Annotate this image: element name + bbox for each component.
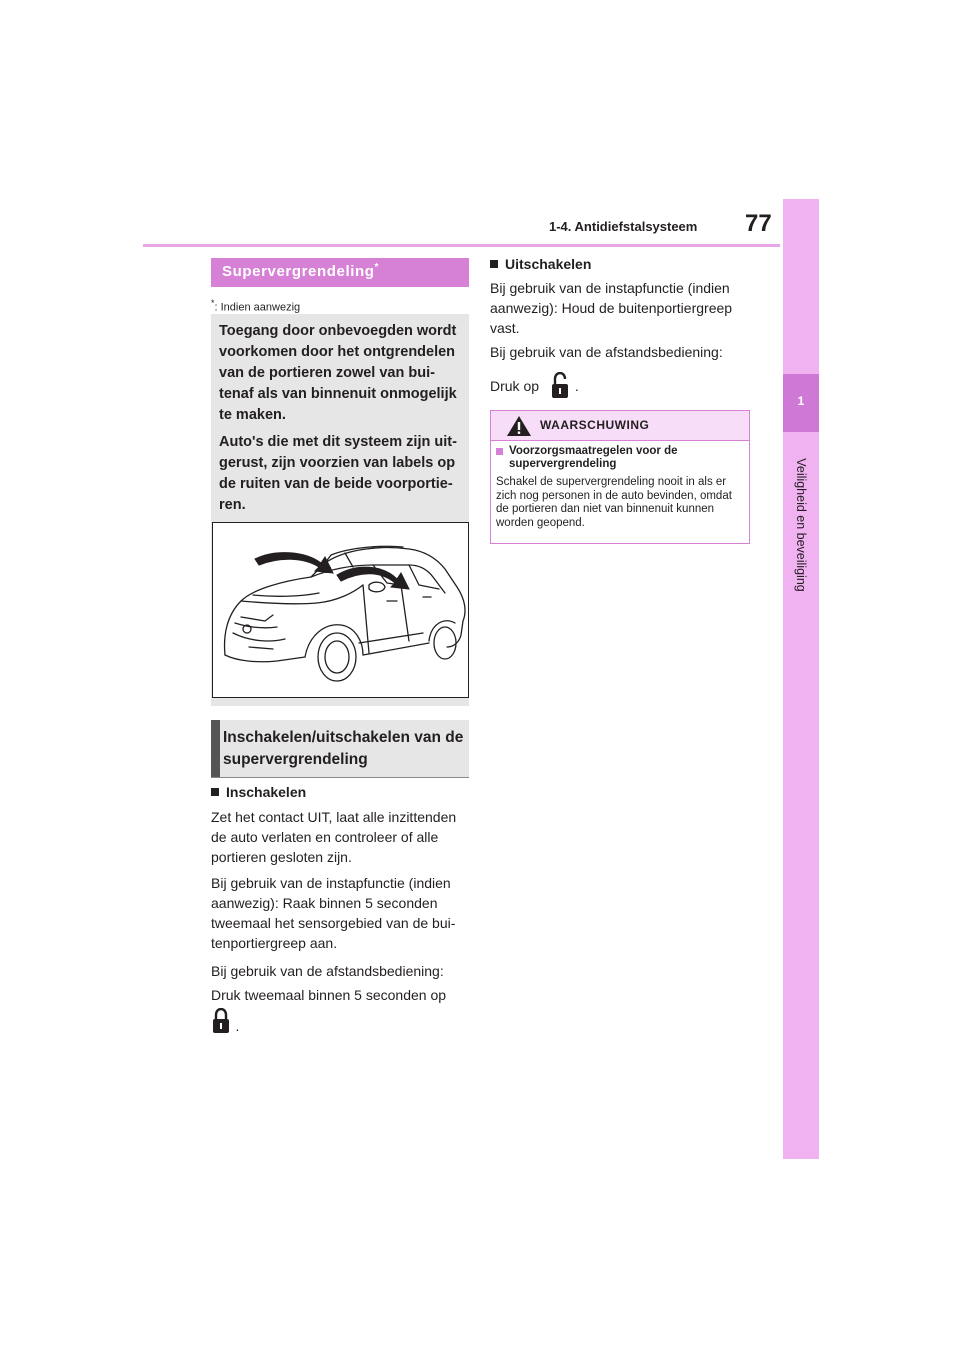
car-with-labels-image — [213, 523, 468, 697]
lock-button-line — [211, 1008, 239, 1034]
lock-open-icon — [549, 372, 571, 400]
warning-bullet-icon — [496, 448, 503, 455]
warning-box — [490, 410, 750, 544]
intro-box — [211, 314, 469, 706]
enable-paragraph-4: Druk tweemaal binnen 5 seconden op — [211, 987, 447, 1003]
footnote-mark: * — [211, 298, 215, 308]
disable-paragraph-1: Bij gebruik van de instapfunctie (indien aanwezig): Houd de buitenportiergreep vast. — [490, 280, 733, 336]
section-header-supervergrendeling — [211, 258, 469, 287]
subheading-enable: Inschakelen — [211, 784, 306, 800]
header-rule — [143, 244, 780, 247]
warning-header — [491, 411, 749, 441]
enable-paragraph-2: Bij gebruik van de instapfunctie (indien aanwezig): Raak binnen 5 seconden tweemaal het sensorgebied van de bui-tenportiergreep aan. — [211, 875, 456, 951]
lock-closed-icon — [211, 1008, 231, 1034]
warning-body: Schakel de supervergrendeling nooit in als er zich nog personen in de auto bevinden, omdat de portieren dan niet van binnenuit kunnen worden geopend. — [496, 476, 732, 529]
chapter-title: Veiligheid en beveiliging — [794, 458, 808, 592]
intro-paragraph-1: Toegang door onbevoegden wordt voorkomen door het ontgrendelen van de portieren zowel van bui-tenaf als van binnenuit onmogelijk te maken. — [219, 323, 457, 423]
page-number: 77 — [745, 210, 772, 237]
enable-paragraph-3: Bij gebruik van de afstandsbediening: — [211, 963, 444, 979]
chapter-number: 1 — [797, 394, 805, 408]
warning-label: WAARSCHUWING — [540, 418, 650, 432]
chapter-side-tab — [783, 199, 819, 1159]
window-label-side — [395, 583, 402, 588]
footnote — [211, 298, 300, 314]
section-header-bar — [211, 720, 220, 777]
bullet-square-icon — [490, 260, 498, 268]
car-illustration — [212, 522, 469, 698]
section-title: Supervergrendeling — [222, 263, 375, 280]
footnote-text: : Indien aanwezig — [214, 301, 301, 314]
period-text: . — [235, 1018, 240, 1034]
disable-paragraph-3: Druk op . — [490, 372, 579, 400]
enable-paragraph-1: Zet het contact UIT, laat alle inzittenden de auto verlaten en controleer of alle portieren gesloten zijn. — [211, 809, 457, 865]
window-label-front — [325, 567, 331, 573]
section-header-toggle — [211, 720, 469, 778]
section-reference: 1-4. Antidiefstalsysteem — [549, 219, 698, 234]
section-title-toggle: Inschakelen/uitschakelen van de supervergrendeling — [223, 729, 464, 768]
subheading-disable: Uitschakelen — [490, 256, 591, 272]
bullet-square-icon — [211, 788, 219, 796]
warning-subheading: Voorzorgsmaatregelen voor de supervergrendeling — [496, 445, 746, 471]
disable-paragraph-2: Bij gebruik van de afstandsbediening: — [490, 344, 723, 360]
intro-paragraph-2: Auto's die met dit systeem zijn uit-gerust, zijn voorzien van labels op de ruiten van de beide voorportie-ren. — [219, 434, 457, 513]
warning-triangle-icon — [506, 415, 532, 437]
title-footnote-mark: * — [374, 262, 380, 273]
